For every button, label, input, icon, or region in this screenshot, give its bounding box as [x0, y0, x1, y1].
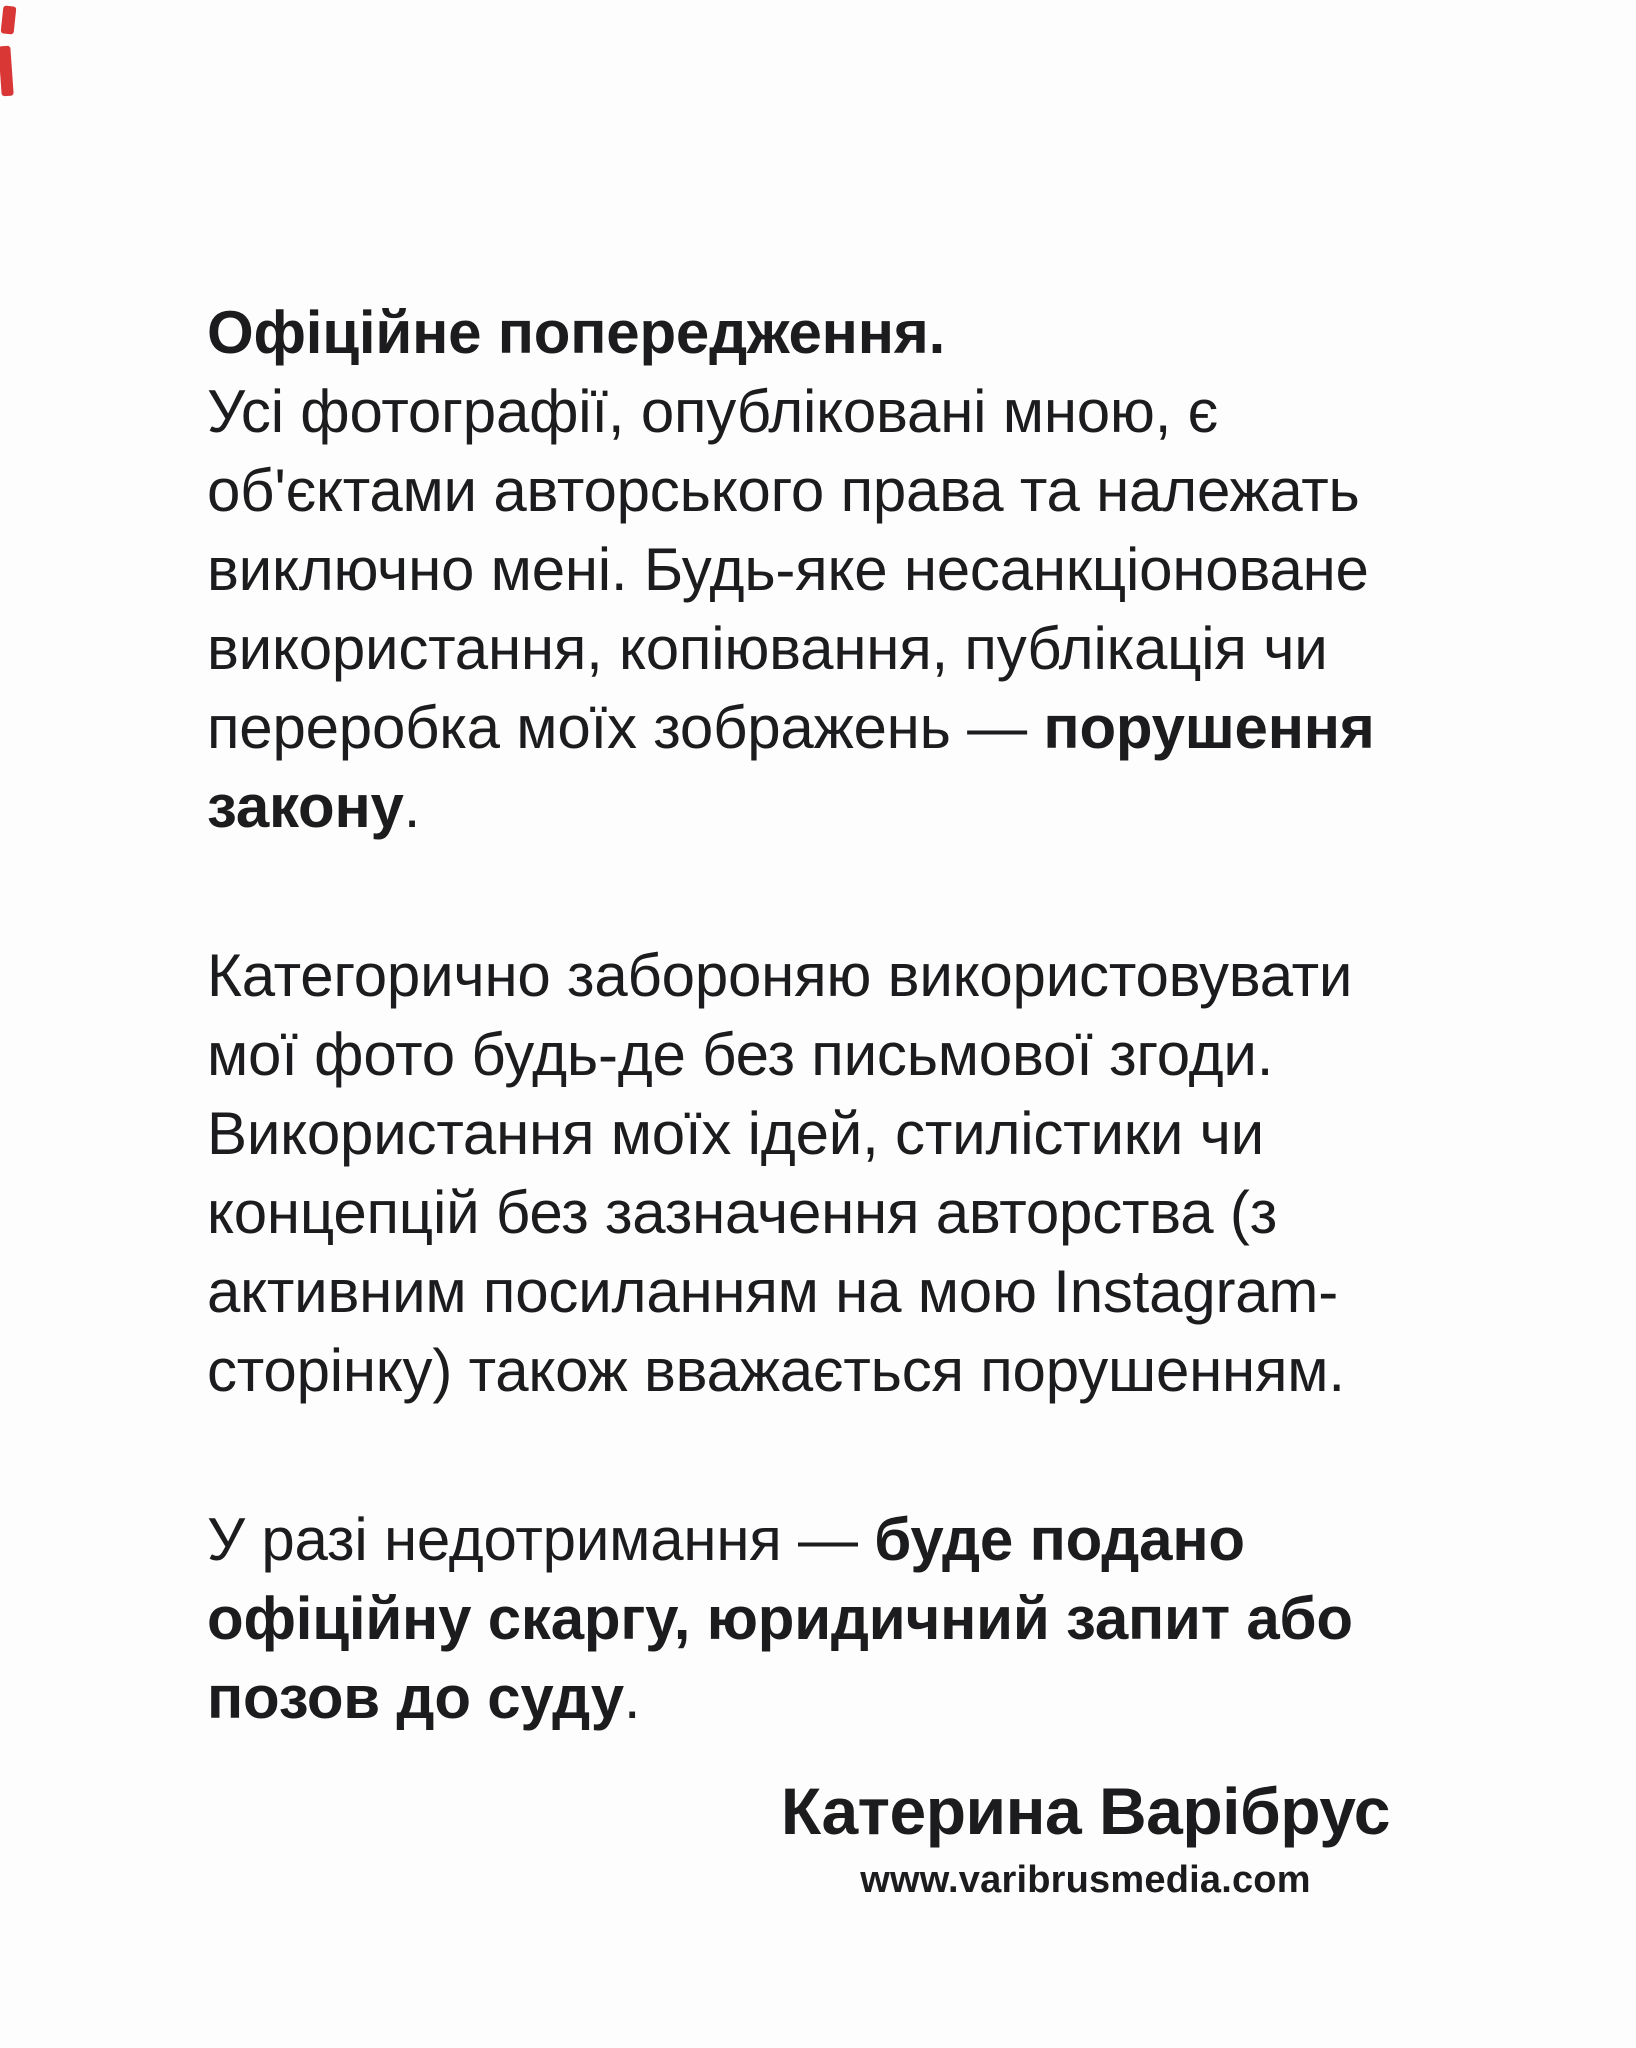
text-line: Використання моїх ідей, стилістики чи: [207, 1100, 1264, 1167]
text-line: переробка моїх зображень — порушення: [207, 694, 1375, 761]
text-line: об'єктами авторського права та належать: [207, 457, 1360, 524]
website-url: www.varibrusmedia.com: [860, 1859, 1311, 1901]
text-line: мої фото будь-де без письмової згоди.: [207, 1021, 1274, 1088]
paragraph-warning-intro: [207, 293, 1477, 846]
text-line: Офіційне попередження.: [207, 299, 946, 366]
text-line: У разі недотримання — буде подано: [207, 1506, 1245, 1573]
signature-block: [781, 1772, 1390, 1903]
text-line: активним посиланням на мою Instagram-: [207, 1258, 1338, 1325]
text-line: використання, копіювання, публікація чи: [207, 615, 1328, 682]
red-artifact-mark: [1, 5, 17, 34]
text-line: сторінку) також вважається порушенням.: [207, 1337, 1345, 1404]
text-line: закону.: [207, 773, 421, 840]
red-artifact-mark: [0, 46, 14, 97]
text-line: виключно мені. Будь-яке несанкціоноване: [207, 536, 1369, 603]
text-line: Усі фотографії, опубліковані мною, є: [207, 378, 1219, 445]
author-name: Катерина Варібрус: [780, 1774, 1390, 1848]
paragraph-consequences: [207, 1500, 1477, 1737]
paragraph-usage-prohibition: [207, 936, 1477, 1410]
warning-text-block: [207, 293, 1477, 1737]
text-line: офіційну скаргу, юридичний запит або: [207, 1585, 1353, 1652]
text-line: позов до суду.: [207, 1664, 641, 1731]
text-line: концепцій без зазначення авторства (з: [207, 1179, 1278, 1246]
text-line: Категорично забороняю використовувати: [207, 942, 1353, 1009]
